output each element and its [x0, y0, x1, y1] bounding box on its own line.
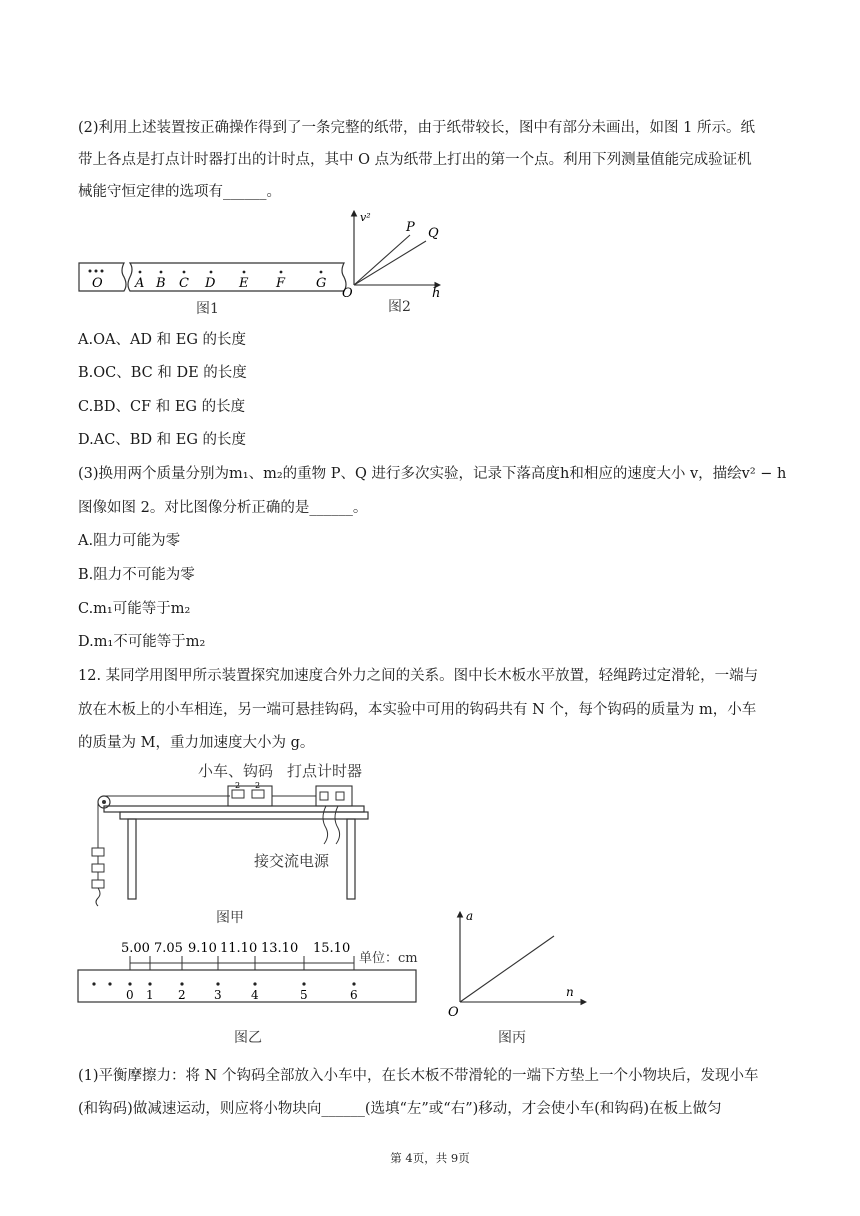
spacing-label: 11.10	[220, 941, 258, 956]
tape-point-label: D	[205, 276, 216, 291]
q11-part2-option-b: B.OC、BC 和 DE 的长度	[78, 365, 247, 381]
line-p	[354, 235, 410, 285]
figure-yi-tape	[76, 938, 426, 1048]
q11-part2-line3: 械能守恒定律的选项有______。	[78, 184, 281, 200]
q11-part2-option-d: D.AC、BD 和 EG 的长度	[78, 432, 247, 448]
a-n-line	[460, 936, 554, 1002]
tape-yi-point: 6	[350, 988, 358, 1002]
figure-yi-caption: 图乙	[234, 1030, 262, 1046]
tape-yi-point: 5	[300, 988, 308, 1002]
figure-bing-graph	[444, 906, 594, 1046]
y-axis-label: v²	[360, 211, 371, 224]
figure-jia-caption: 图甲	[216, 910, 244, 926]
figure-2-caption: 图2	[388, 299, 411, 315]
q11-part3-line1: (3)换用两个质量分别为m₁、m₂的重物 P、Q 进行多次实验，记录下落高度h和相应的速度大小 v，描绘v² − h	[78, 466, 787, 482]
q12-part1-line2: (和钩码)做减速运动，则应将小物块向______(选填“左”或“右”)移动，才会使小车(和钩码)在板上做匀	[78, 1101, 722, 1117]
tape-point-label: O	[92, 276, 103, 291]
timer-label: 打点计时器	[287, 762, 363, 780]
figure-jia-apparatus	[80, 756, 400, 928]
x-axis-label: n	[566, 985, 574, 999]
q11-part3-option-b: B.阻力不可能为零	[78, 567, 195, 583]
figure-2-graph	[340, 205, 450, 317]
figure-bing-caption: 图丙	[498, 1030, 526, 1046]
line-q	[354, 241, 426, 285]
q11-part3-option-a: A.阻力可能为零	[78, 533, 181, 549]
q12-part1-line1: (1)平衡摩擦力：将 N 个钩码全部放入小车中，在长木板不带滑轮的一端下方垫上一个小物块后，发现小车	[78, 1068, 759, 1084]
page-footer: 第 4页，共 9页	[390, 1151, 470, 1165]
q12-line3: 的质量为 M，重力加速度大小为 g。	[78, 735, 315, 751]
tape-point-label: A	[135, 276, 145, 291]
tape-point-label: E	[239, 276, 249, 291]
q11-part2-line2: 带上各点是打点计时器打出的计时点，其中 O 点为纸带上打出的第一个点。利用下列测量值能完成验证机	[78, 152, 752, 168]
origin-label: O	[342, 286, 353, 301]
origin-label: O	[448, 1005, 459, 1020]
figure-1-caption: 图1	[196, 301, 219, 317]
tape-point-label: G	[316, 276, 327, 291]
spacing-label: 9.10	[188, 941, 217, 956]
q11-part3-option-c: C.m₁可能等于m₂	[78, 601, 191, 617]
q11-part3-option-d: D.m₁不可能等于m₂	[78, 634, 206, 650]
figure-1-tape	[76, 255, 356, 321]
y-axis-label: a	[466, 909, 474, 923]
spacing-label: 7.05	[154, 941, 183, 956]
x-axis-label: h	[432, 286, 441, 301]
tape-point-label: B	[156, 276, 166, 291]
spacing-label: 15.10	[313, 941, 351, 956]
unit-label: 单位：cm	[359, 951, 418, 966]
tape-point-label: C	[179, 276, 189, 291]
svg-text:2: 2	[235, 781, 241, 790]
spacing-label: 5.00	[121, 941, 150, 956]
tape-yi-point: 1	[146, 988, 154, 1002]
cart-label: 小车、钩码	[198, 762, 274, 780]
spacing-label: 13.10	[261, 941, 299, 956]
svg-text:2: 2	[255, 781, 261, 790]
power-label: 接交流电源	[254, 852, 330, 870]
line-q-label: Q	[428, 226, 439, 241]
tape-yi-point: 0	[126, 988, 134, 1002]
q11-part3-line2: 图像如图 2。对比图像分析正确的是______。	[78, 500, 368, 516]
q12-line1: 12. 某同学用图甲所示装置探究加速度合外力之间的关系。图中长木板水平放置，轻绳跨过定滑轮，一端与	[78, 668, 759, 684]
q11-part2-option-a: A.OA、AD 和 EG 的长度	[78, 332, 247, 348]
tape-point-label: F	[276, 276, 286, 291]
tape-yi-point: 3	[214, 988, 222, 1002]
tape-yi-point: 4	[251, 988, 259, 1002]
q12-line2: 放在木板上的小车相连，另一端可悬挂钩码，本实验中可用的钩码共有 N 个，每个钩码的质量为 m，小车	[78, 702, 757, 718]
q11-part2-option-c: C.BD、CF 和 EG 的长度	[78, 399, 246, 415]
tape-yi-point: 2	[178, 988, 186, 1002]
q11-part2-line1: (2)利用上述装置按正确操作得到了一条完整的纸带，由于纸带较长，图中有部分未画出，如图 1 所示。纸	[78, 120, 755, 136]
line-p-label: P	[406, 220, 415, 235]
